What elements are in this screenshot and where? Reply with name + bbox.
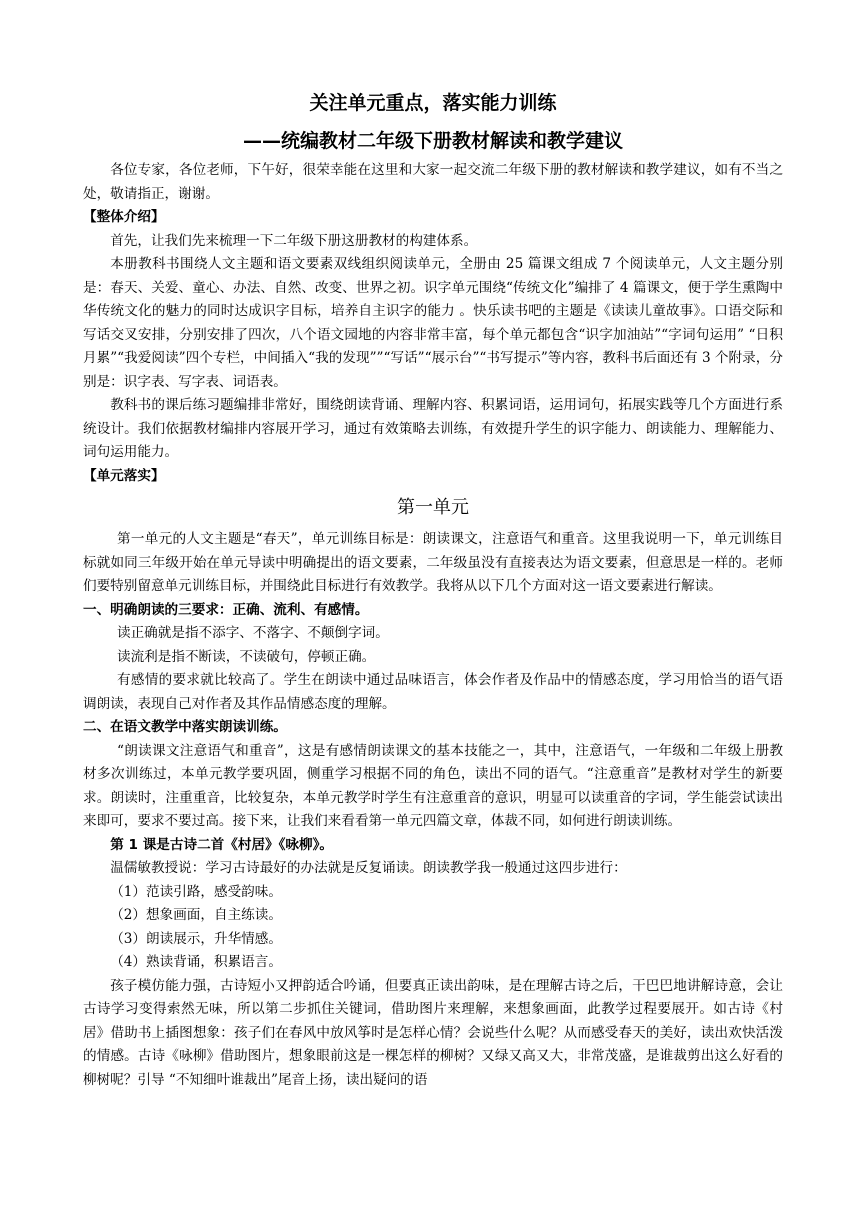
- overview-paragraph: 教科书的课后练习题编排非常好，围绕朗读背诵、理解内容、积累词语，运用词句，拓展实践等几个方面进行系统设计。我们依据教材编排内容展开学习，通过有效策略去训练，有效提升学生的识字能力、朗读能力、理解能力、词句运用能力。: [83, 397, 783, 460]
- document-title: 关注单元重点，落实能力训练: [309, 92, 557, 114]
- unit-title: 第一单元: [397, 497, 469, 518]
- step-item: （4）熟读背诵，积累语言。: [110, 954, 282, 970]
- overview-paragraph: 首先，让我们先来梳理一下二年级下册这册教材的构建体系。: [110, 232, 478, 249]
- part2-paragraph: “朗读课文注意语气和重音”，这是有感情朗读课文的基本技能之一，其中，注意语气，一年级和二年级上册教材多次训练过，本单元教学要巩固，侧重学习根据不同的角色，读出不同的语气。“注意重音”是教材对学生的新要求。朗读时，注重重音，比较复杂，本单元教学时学生有注意重音的意识，明显可以读重音的字词，学生能尝试读出来即可，要求不要过高。接下来，让我们来看看第一单元四篇文章，体裁不同，如何进行朗读训练。: [83, 742, 783, 829]
- step-item: （3）朗读展示，升华情感。: [110, 930, 282, 947]
- step-item: （1）范读引路，感受韵味。: [110, 883, 282, 900]
- greeting-paragraph: 各位专家，各位老师，下午好，很荣幸能在这里和大家一起交流二年级下册的教材解读和教学建议，如有不当之处，敬请指正，谢谢。: [83, 162, 783, 202]
- document-subtitle: ——统编教材二年级下册教材解读和教学建议: [242, 130, 623, 152]
- unit-intro-paragraph: 第一单元的人文主题是“春天”，单元训练目标是：朗读课文，注意语气和重音。这里我说明一下，单元训练目标就如同三年级开始在单元导读中明确提出的语文要素，二年级虽没有直接表达为语文要素，但意思是一样的。老师们要特别留意单元训练目标，并围绕此目标进行有效教学。我将从以下几个方面对这一语文要素进行解读。: [83, 531, 783, 594]
- overview-heading: 【整体介绍】: [83, 209, 165, 225]
- document-page: [83, 88, 783, 1092]
- part1-emotion-paragraph: 有感情的要求就比较高了。学生在朗读中通过品味语言，体会作者及作品中的情感态度，学习用恰当的语气语调朗读，表现自己对作者及其作品情感态度的理解。: [83, 672, 783, 712]
- overview-paragraph: 本册教科书围绕人文主题和语文要素双线组织阅读单元，全册由 25 篇课文组成 7 个阅读单元，人文主题分别是：春天、关爱、童心、办法、自然、改变、世界之初。识字单元围绕“传统文化”编排了 4 篇课文，便于学生熏陶中华传统文化的魅力的同时达成识字目标，培养自主识字的能力 。快乐读书吧的主题是《读读儿童故事》。口语交际和写话交叉安排，分别安排了四次，八个语文园地的内容非常丰富，每个单元都包含“识字加油站”“字词句运用” “日积月累”“我爱阅读”四个专栏，中间插入“我的发现””“写话”“展示台”“书写提示”等内容，教科书后面还有 3 个附录，分别是：识字表、写字表、词语表。: [83, 256, 783, 390]
- units-heading: 【单元落实】: [83, 467, 165, 484]
- closing-paragraph: 孩子模仿能力强，古诗短小又押韵适合吟诵，但要真正读出韵味，是在理解古诗之后，干巴巴地讲解诗意，会让古诗学习变得索然无味，所以第二步抓住关键词，借助图片来理解，来想象画面，此教学过程要展开。如古诗《村居》借助书上插图想象：孩子们在春风中放风筝时是怎样心情？会说些什么呢？从而感受春天的美好，读出欢快活泼的情感。古诗《咏柳》借助图片，想象眼前这是一棵怎样的柳树？又绿又高又大，非常茂盛，是谁裁剪出这么好看的柳树呢？引导 “不知细叶谁裁出”尾音上扬，读出疑问的语: [83, 977, 783, 1088]
- part1-heading: 一、明确朗读的三要求：正确、流利、有感情。: [83, 601, 369, 618]
- lesson1-intro: 温儒敏教授说：学习古诗最好的办法就是反复诵读。朗读教学我一般通过这四步进行：: [110, 860, 627, 876]
- part2-heading: 二、在语文教学中落实朗读训练。: [83, 719, 287, 735]
- lesson1-heading: 第 1 课是古诗二首《村居》《咏柳》。: [110, 836, 334, 853]
- part1-line: 读正确就是指不添字、不落字、不颠倒字词。: [117, 625, 389, 641]
- part1-line: 读流利是指不断读，不读破句，停顿正确。: [117, 648, 376, 665]
- step-item: （2）想象画面，自主练读。: [110, 907, 282, 923]
